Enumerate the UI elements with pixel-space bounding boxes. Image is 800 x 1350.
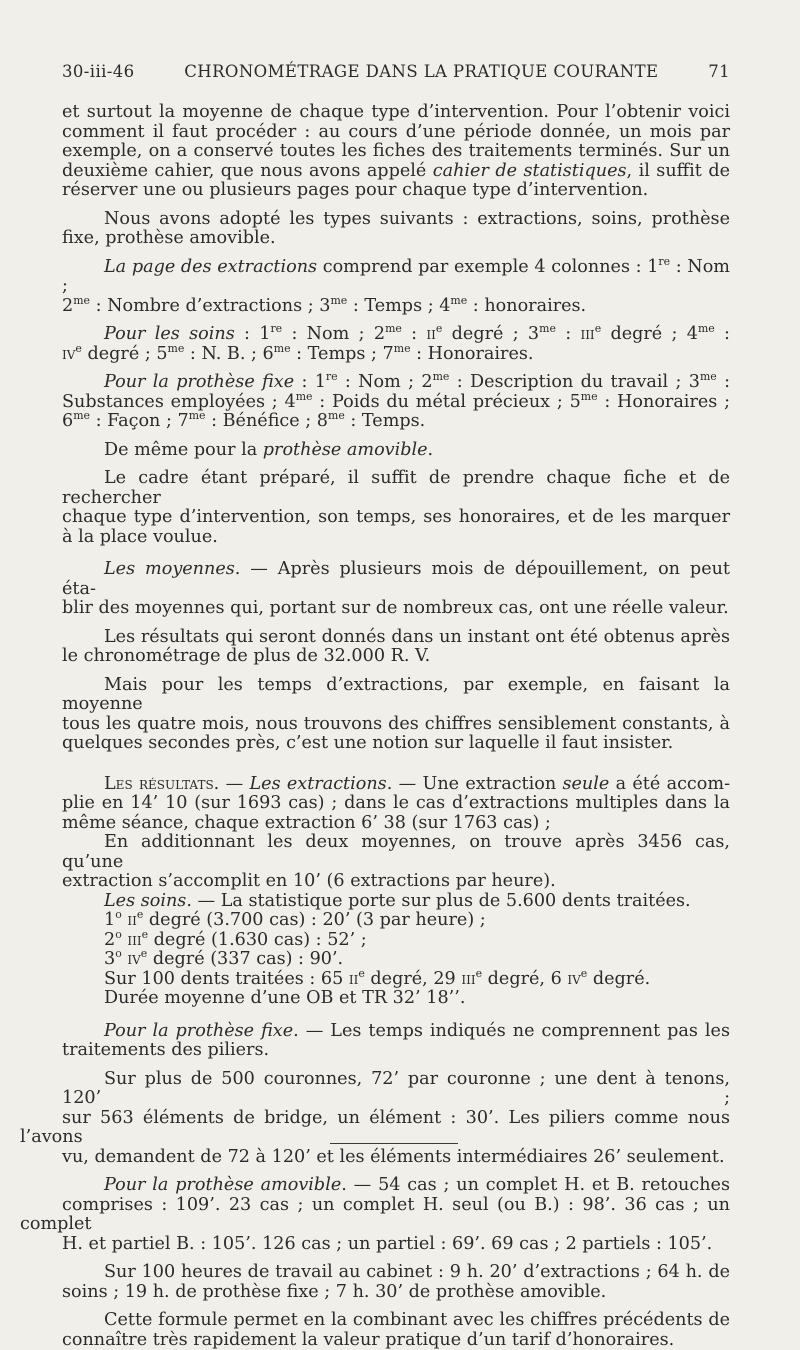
header-title: CHRONOMÉTRAGE DANS LA PRATIQUE COURANTE bbox=[184, 62, 659, 81]
paragraph-intro: et surtout la moyenne de chaque type d’intervention. Pour l’obtenir voici comment il faut procéder : au cours d’une période donnée, un mois par exemple, on a conservé toutes les fiches des traitements terminés. Sur un deuxième cahier, que nous avons appelé cahier de statistiques, il suffit de réserver une ou plusieurs pages pour chaque type d’intervention. bbox=[62, 102, 730, 200]
paragraph-additionnant: En additionnant les deux moyennes, on trouve après 3456 cas, qu’une extraction s’accomplit en 10’ (6 extractions par heure). bbox=[62, 832, 730, 891]
list-item-degre-2: 1$^o$ $ii^e$ degré (3.700 cas) : 20’ (3 par heure) ; bbox=[104, 908, 486, 930]
paragraph-moyennes: Les moyennes. — Après plusieurs mois de dépouillement, on peut éta- blir des moyennes qui, portant sur de nombreux cas, ont une réelle valeur. bbox=[62, 559, 731, 618]
paragraph-pour-prothese-amovible: Pour la prothèse amovible. — 54 cas ; un complet H. et B. retouches comprises : 109’. 23 cas ; un complet H. seul (ou B.) : 98’. 36 cas ; un complet H. et partiel B. : 105’. 126 cas ; un partiel : 69’. 69 cas ; 2 partiels : 105’. bbox=[20, 1175, 730, 1254]
paragraph-soins: Pour les soins : 1re : Nom ; $2^{me}$ : $ii^e$ degré ; $3^{me}$ : iii$^e$ degré ; $4^{me}$ : $iv^e$ degré ; $5^{me}$ : N. B. ; $6^{me}$ : Temps ; $7^{me}$ : Honoraires. bbox=[62, 322, 730, 364]
list-item-degre-4: 3$^o$ $iv^e$ degré (337 cas) : 90’. bbox=[104, 947, 344, 969]
paragraph-les-resultats: Les résultats. — Les extractions. — Une extraction seule a été accom- plie en 14’ 10 (sur 1693 cas) ; dans le cas d’extractions multiples dans la même séance, chaque extraction 6’ 38 (sur 1763 cas) ; bbox=[62, 773, 731, 833]
end-rule bbox=[330, 1143, 458, 1144]
paragraph-les-soins: Les soins. — La statistique porte sur plus de 5.600 dents traitées. bbox=[104, 890, 691, 911]
paragraph-couronnes: Sur plus de 500 couronnes, 72’ par couronne ; une dent à tenons, 120’ ; sur 563 éléments de bridge, un élément : 30’. Les piliers comme nous l’avons vu, demandent de 72 à 120’ et les éléments intermédiaires 26’ seulement. bbox=[20, 1068, 730, 1167]
paragraph-100-heures: Sur 100 heures de travail au cabinet : 9 h. 20’ d’extractions ; 64 h. de soins ; 19 h. de prothèse fixe ; 7 h. 30’ de prothèse amovible. bbox=[62, 1262, 730, 1302]
list-item-degre-3: 2$^o$ iii$^e$ degré (1.630 cas) : 52’ ; bbox=[104, 927, 367, 950]
running-header bbox=[62, 62, 730, 81]
page-number: 71 bbox=[708, 62, 730, 81]
paragraph-page-extractions: La page des extractions comprend par exemple 4 colonnes : 1re : Nom ; $2^{me}$ : Nombre d’extractions ; $3^{me}$ : Temps ; $4^{me}$ : honoraires. bbox=[62, 254, 730, 316]
paragraph-pour-prothese-fixe: Pour la prothèse fixe. — Les temps indiqués ne comprennent pas les traitements des piliers. bbox=[62, 1020, 730, 1060]
paragraph-formule: Cette formule permet en la combinant avec les chiffres précédents de connaître très rapidement la valeur pratique d’un tarif d’honoraires. bbox=[62, 1310, 730, 1350]
paragraph-resultats-intro: Les résultats qui seront donnés dans un instant ont été obtenus après le chronométrage de plus de 32.000 R. V. bbox=[62, 626, 730, 666]
paragraph-temps-extractions: Mais pour les temps d’extractions, par exemple, en faisant la moyenne tous les quatre mois, nous trouvons des chiffres sensiblement constants, à quelques secondes près, c’est une notion sur laquelle il faut insister. bbox=[62, 674, 730, 753]
paragraph-sur-100-dents: Sur 100 dents traitées : 65 $ii^e$ degré, 29 iii$^e$ degré, 6 $iv^e$ degré. bbox=[104, 966, 651, 989]
paragraph-prothese-amovible: De même pour la prothèse amovible. bbox=[104, 439, 434, 460]
paragraph-cadre: Le cadre étant préparé, il suffit de prendre chaque fiche et de rechercher chaque type d’intervention, son temps, ses honoraires, et de les marquer à la place voulue. bbox=[62, 468, 730, 547]
paragraph-types: Nous avons adopté les types suivants : extractions, soins, prothèse fixe, prothèse amovible. bbox=[62, 208, 730, 248]
body-text bbox=[20, 102, 731, 1350]
paragraph-duree-moyenne: Durée moyenne d’une OB et TR 32’ 18’’. bbox=[104, 988, 466, 1008]
paragraph-prothese-fixe: Pour la prothèse fixe : 1re : Nom ; $2^{me}$ : Description du travail ; $3^{me}$ : Substances employées ; $4^{me}$ : Poids du métal précieux ; $5^{me}$ : Honoraires ; $6^{me}$ : Façon ; $7^{me}$ : Bénéfice ; $8^{me}$ : Temps. bbox=[62, 370, 730, 431]
header-reference: 30-iii-46 bbox=[62, 62, 135, 81]
